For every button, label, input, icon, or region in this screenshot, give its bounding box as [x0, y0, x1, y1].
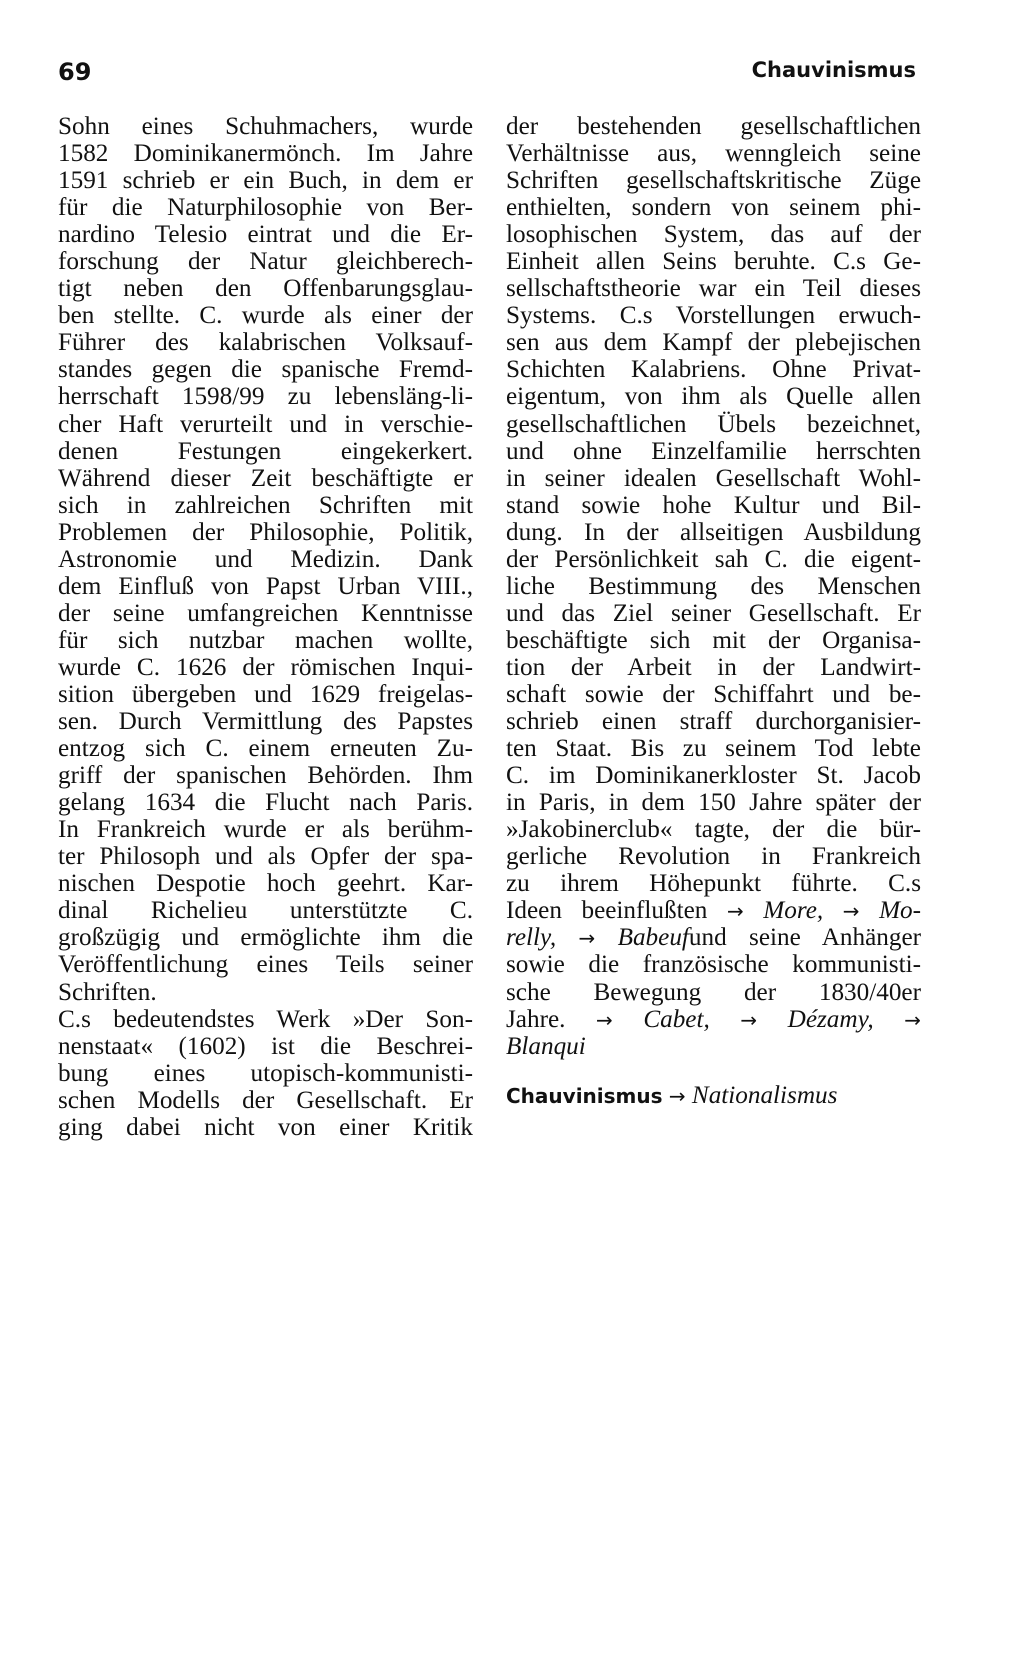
text-line: schen Modells der Gesellschaft. Er	[58, 1086, 473, 1114]
entry-headword: Chauvinismus	[506, 1083, 663, 1108]
text-line: Problemen der Philosophie, Politik,	[58, 518, 473, 546]
text-line: C.s bedeutendstes Werk »Der Son-	[58, 1005, 473, 1033]
text-line: und ohne Einzelfamilie herrschten	[506, 437, 921, 465]
text-line: sche Bewegung der 1830/40er	[506, 978, 921, 1006]
dictionary-entry	[506, 1082, 921, 1112]
text-line: relly, → Babeufund seine Anhänger	[506, 924, 921, 952]
text-line: dem Einfluß von Papst Urban VIII.,	[58, 572, 473, 600]
text-line: in seiner idealen Gesellschaft Wohl-	[506, 464, 921, 492]
text-line: zu ihrem Höhepunkt führte. C.s	[506, 870, 921, 898]
text-line: beschäftigte sich mit der Organisa-	[506, 626, 921, 654]
text-line: Führer des kalabrischen Volksauf-	[58, 329, 473, 357]
ref-cabet[interactable]: Cabet,	[643, 1005, 710, 1033]
text-line: dinal Richelieu unterstützte C.	[58, 897, 473, 925]
page-header	[58, 58, 916, 98]
text-line: nenstaat« (1602) ist die Beschrei-	[58, 1032, 473, 1060]
text-line: ten Staat. Bis zu seinem Tod lebte	[506, 735, 921, 763]
ref-dezamy[interactable]: Dézamy,	[787, 1005, 874, 1033]
text-line: sition übergeben und 1629 freigelas-	[58, 680, 473, 708]
page-number: 69	[58, 58, 92, 86]
ref-babeuf[interactable]: Babeuf	[617, 924, 689, 952]
ref-morelly-part1[interactable]: Mo-	[879, 897, 921, 925]
text-line: in Paris, in dem 150 Jahre später der	[506, 789, 921, 817]
text-line: 1582 Dominikanermönch. Im Jahre	[58, 140, 473, 168]
text-line: losophischen System, das auf der	[506, 221, 921, 249]
text-line: und das Ziel seiner Gesellschaft. Er	[506, 599, 921, 627]
text-line: liche Bestimmung des Menschen	[506, 572, 921, 600]
text-line: Während dieser Zeit beschäftigte er	[58, 464, 473, 492]
text-line: Astronomie und Medizin. Dank	[58, 545, 473, 573]
left-column	[58, 113, 473, 1141]
text-line: sowie die französische kommunisti-	[506, 951, 921, 979]
text-line: Einheit allen Seins beruhte. C.s Ge-	[506, 248, 921, 276]
cross-reference-arrow-icon: →	[578, 926, 596, 951]
text-line: schrieb einen straff durchorganisier-	[506, 708, 921, 736]
text-line: gesellschaftlichen Übels bezeichnet,	[506, 410, 921, 438]
text-line: sen aus dem Kampf der plebejischen	[506, 329, 921, 357]
text-line: wurde C. 1626 der römischen Inqui-	[58, 653, 473, 681]
text-line: »Jakobinerclub« tagte, der die bür-	[506, 816, 921, 844]
text-line: standes gegen die spanische Fremd-	[58, 356, 473, 384]
cross-reference-arrow-icon: →	[842, 899, 860, 924]
text-line: Schriften.	[58, 978, 157, 1006]
cross-reference-arrow-icon: →	[596, 1007, 613, 1032]
cross-reference-arrow-icon: →	[740, 1007, 758, 1032]
text-line: forschung der Natur gleichberech-	[58, 248, 473, 276]
text-line: der seine umfangreichen Kenntnisse	[58, 599, 473, 627]
text-line: gelang 1634 die Flucht nach Paris.	[58, 789, 473, 817]
text-line: nardino Telesio eintrat und die Er-	[58, 221, 473, 249]
text-line: C. im Dominikanerkloster St. Jacob	[506, 762, 921, 790]
text-line: Sohn eines Schuhmachers, wurde	[58, 113, 473, 140]
text-line: nischen Despotie hoch geehrt. Kar-	[58, 870, 473, 898]
text-line: der bestehenden gesellschaftlichen	[506, 113, 921, 140]
text-line: sen. Durch Vermittlung des Papstes	[58, 708, 473, 736]
text-line: Jahre. → Cabet, → Dézamy, →	[506, 1005, 921, 1033]
text-line: 1591 schrieb er ein Buch, in dem er	[58, 167, 473, 195]
text-line: bung eines utopisch-kommunisti-	[58, 1059, 473, 1087]
text-line: cher Haft verurteilt und in verschie-	[58, 410, 473, 438]
text-line: sellschaftstheorie war ein Teil dieses	[506, 275, 921, 303]
text-line: Schriften gesellschaftskritische Züge	[506, 167, 921, 195]
text-line: dung. In der allseitigen Ausbildung	[506, 518, 921, 546]
text-line: Ideen beeinflußten → More, → Mo-	[506, 897, 921, 925]
text-line: herrschaft 1598/99 zu lebensläng-li-	[58, 383, 473, 411]
text-line: tigt neben den Offenbarungsglau-	[58, 275, 473, 303]
text-line: griff der spanischen Behörden. Ihm	[58, 762, 473, 790]
text-line: stand sowie hohe Kultur und Bil-	[506, 491, 921, 519]
text-line: In Frankreich wurde er als berühm-	[58, 816, 473, 844]
cross-reference-arrow-icon: →	[904, 1007, 921, 1032]
right-column-lines	[506, 113, 921, 897]
text-line: ging dabei nicht von einer Kritik	[58, 1113, 473, 1141]
text-line: gerliche Revolution in Frankreich	[506, 843, 921, 871]
running-head: Chauvinismus	[751, 58, 916, 82]
text-line: enthielten, sondern von seinem phi-	[506, 194, 921, 222]
text-line: denen Festungen eingekerkert.	[58, 437, 473, 465]
ref-more[interactable]: More,	[763, 897, 824, 925]
text-line: für sich nutzbar machen wollte,	[58, 626, 473, 654]
cross-reference-arrow-icon: →	[726, 899, 744, 924]
text-line: tion der Arbeit in der Landwirt-	[506, 653, 921, 681]
text-line: Verhältnisse aus, wenngleich seine	[506, 140, 921, 168]
text-line: der Persönlichkeit sah C. die eigent-	[506, 545, 921, 573]
entry-reference-link[interactable]: Nationalismus	[691, 1081, 838, 1109]
ref-morelly-part2[interactable]: relly,	[506, 924, 557, 952]
text-line: schaft sowie der Schiffahrt und be-	[506, 680, 921, 708]
text-line	[506, 1033, 921, 1060]
text-line: großzügig und ermöglichte ihm die	[58, 924, 473, 952]
text-line: ben stellte. C. wurde als einer der	[58, 302, 473, 330]
text-line: eigentum, von ihm als Quelle allen	[506, 383, 921, 411]
text-line: Schichten Kalabriens. Ohne Privat-	[506, 356, 921, 384]
text-line: für die Naturphilosophie von Ber-	[58, 194, 473, 222]
ref-blanqui[interactable]: Blanqui	[506, 1032, 586, 1060]
cross-reference-arrow-icon: →	[668, 1083, 686, 1108]
text-line: Systems. C.s Vorstellungen erwuch-	[506, 302, 921, 330]
right-column	[506, 113, 921, 1112]
text-line: sich in zahlreichen Schriften mit	[58, 491, 473, 519]
text-line: entzog sich C. einem erneuten Zu-	[58, 735, 473, 763]
text-line: ter Philosoph und als Opfer der spa-	[58, 843, 473, 871]
text-line: Veröffentlichung eines Teils seiner	[58, 951, 473, 979]
